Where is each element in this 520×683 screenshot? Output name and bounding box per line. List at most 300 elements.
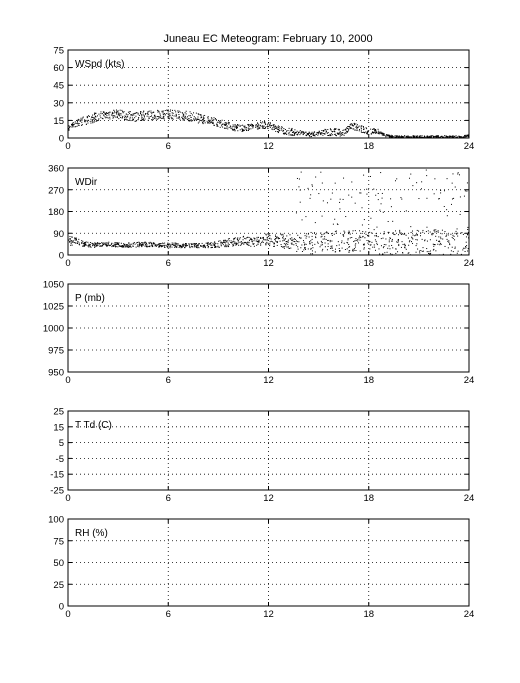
data-point	[392, 136, 393, 137]
data-point	[248, 128, 249, 129]
data-point	[378, 131, 379, 132]
data-point	[380, 131, 381, 132]
data-point	[179, 116, 180, 117]
data-point	[455, 255, 456, 256]
data-point	[121, 110, 122, 111]
data-point	[183, 116, 184, 117]
data-point	[108, 242, 109, 243]
data-point	[244, 242, 245, 243]
data-point	[229, 127, 230, 128]
data-point	[202, 122, 203, 123]
chart-title: Juneau EC Meteogram: February 10, 2000	[163, 33, 373, 45]
data-point	[448, 137, 449, 138]
data-point	[431, 234, 432, 235]
data-point	[287, 244, 288, 245]
data-point	[174, 115, 175, 116]
data-point	[239, 242, 240, 243]
data-point	[335, 251, 336, 252]
data-point	[257, 241, 258, 242]
data-point	[340, 131, 341, 132]
data-point	[137, 244, 138, 245]
data-point	[390, 135, 391, 136]
data-point	[240, 237, 241, 238]
data-point	[155, 116, 156, 117]
data-point	[149, 246, 150, 247]
data-point	[102, 113, 103, 114]
data-point	[104, 116, 105, 117]
data-point	[119, 114, 120, 115]
data-point	[78, 239, 79, 240]
data-point	[139, 246, 140, 247]
data-point	[255, 127, 256, 128]
data-point	[159, 112, 160, 113]
x-tick-label: 24	[463, 258, 475, 269]
data-point	[270, 122, 271, 123]
data-point	[415, 239, 416, 240]
data-point	[452, 183, 453, 184]
data-point	[249, 124, 250, 125]
data-point	[146, 246, 147, 247]
data-point	[106, 246, 107, 247]
data-point	[467, 182, 468, 183]
data-point	[297, 246, 298, 247]
data-point	[453, 137, 454, 138]
data-point	[363, 129, 364, 130]
data-point	[289, 128, 290, 129]
data-point	[301, 172, 302, 173]
data-point	[440, 192, 441, 193]
data-point	[256, 124, 257, 125]
data-point	[94, 113, 95, 114]
data-point	[90, 119, 91, 120]
data-point	[426, 255, 427, 256]
data-point	[127, 246, 128, 247]
data-point	[319, 132, 320, 133]
data-point	[169, 113, 170, 114]
data-point	[130, 117, 131, 118]
data-point	[305, 249, 306, 250]
data-point	[321, 241, 322, 242]
data-point	[230, 125, 231, 126]
data-point	[449, 244, 450, 245]
data-point	[392, 221, 393, 222]
data-point	[139, 245, 140, 246]
data-point	[346, 131, 347, 132]
data-point	[111, 243, 112, 244]
x-tick-label: 0	[65, 609, 71, 620]
data-point	[116, 111, 117, 112]
data-point	[174, 247, 175, 248]
data-point	[460, 196, 461, 197]
data-point	[199, 114, 200, 115]
data-point	[218, 122, 219, 123]
data-point	[351, 123, 352, 124]
data-point	[163, 245, 164, 246]
data-point	[98, 114, 99, 115]
data-point	[283, 128, 284, 129]
data-point	[280, 241, 281, 242]
data-point	[126, 114, 127, 115]
data-point	[203, 121, 204, 122]
data-point	[344, 243, 345, 244]
data-point	[116, 243, 117, 244]
data-point	[379, 133, 380, 134]
data-point	[214, 244, 215, 245]
data-point	[196, 247, 197, 248]
x-tick-label: 12	[263, 258, 274, 269]
data-point	[140, 245, 141, 246]
data-point	[433, 137, 434, 138]
data-point	[173, 244, 174, 245]
data-point	[288, 248, 289, 249]
data-point	[339, 208, 340, 209]
x-tick-label: 12	[263, 141, 274, 152]
panel-label-relative-humidity: RH (%)	[75, 528, 108, 539]
data-point	[132, 119, 133, 120]
data-point	[208, 244, 209, 245]
data-point	[103, 244, 104, 245]
data-point	[458, 172, 459, 173]
data-point	[265, 244, 266, 245]
data-point	[178, 243, 179, 244]
data-point	[124, 244, 125, 245]
x-tick-label: 12	[263, 609, 274, 620]
data-point	[174, 243, 175, 244]
data-point	[221, 245, 222, 246]
data-point	[274, 246, 275, 247]
y-tick-label: -25	[50, 485, 64, 497]
data-point	[143, 115, 144, 116]
data-point	[77, 243, 78, 244]
data-point	[371, 232, 372, 233]
data-point	[226, 242, 227, 243]
data-point	[292, 240, 293, 241]
data-point	[154, 118, 155, 119]
data-point	[354, 250, 355, 251]
data-point	[84, 242, 85, 243]
data-point	[81, 118, 82, 119]
data-point	[290, 248, 291, 249]
data-point	[354, 248, 355, 249]
data-point	[438, 230, 439, 231]
data-point	[127, 244, 128, 245]
data-point	[375, 133, 376, 134]
data-point	[376, 241, 377, 242]
data-point	[162, 245, 163, 246]
data-point	[434, 193, 435, 194]
data-point	[254, 238, 255, 239]
data-point	[191, 119, 192, 120]
data-point	[229, 240, 230, 241]
data-point	[188, 118, 189, 119]
data-point	[417, 137, 418, 138]
data-point	[151, 245, 152, 246]
panel-label-temperature-dewpoint: T Td (C)	[75, 420, 112, 431]
data-point	[151, 112, 152, 113]
data-point	[131, 244, 132, 245]
data-point	[463, 234, 464, 235]
data-point	[331, 241, 332, 242]
data-point	[391, 136, 392, 137]
data-point	[375, 129, 376, 130]
data-point	[339, 202, 340, 203]
x-tick-label: 6	[165, 258, 171, 269]
data-point	[372, 247, 373, 248]
data-point	[277, 242, 278, 243]
data-point	[127, 119, 128, 120]
data-point	[363, 244, 364, 245]
data-point	[355, 238, 356, 239]
data-point	[332, 250, 333, 251]
data-point	[391, 206, 392, 207]
data-point	[188, 115, 189, 116]
data-point	[448, 240, 449, 241]
data-point	[198, 122, 199, 123]
data-point	[412, 237, 413, 238]
data-point	[426, 248, 427, 249]
data-point	[457, 136, 458, 137]
data-point	[226, 246, 227, 247]
data-point	[451, 250, 452, 251]
data-point	[72, 237, 73, 238]
data-point	[158, 111, 159, 112]
data-point	[363, 132, 364, 133]
data-point	[399, 230, 400, 231]
data-point	[362, 231, 363, 232]
data-point	[321, 236, 322, 237]
data-point	[312, 239, 313, 240]
data-point	[371, 242, 372, 243]
data-point	[100, 111, 101, 112]
data-point	[264, 121, 265, 122]
data-point	[336, 231, 337, 232]
data-point	[400, 197, 401, 198]
data-point	[182, 112, 183, 113]
data-point	[151, 244, 152, 245]
data-point	[257, 126, 258, 127]
data-point	[237, 237, 238, 238]
data-point	[322, 135, 323, 136]
data-point	[187, 119, 188, 120]
data-point	[269, 235, 270, 236]
data-point	[147, 246, 148, 247]
data-point	[229, 238, 230, 239]
data-point	[244, 127, 245, 128]
data-point	[360, 237, 361, 238]
data-point	[127, 116, 128, 117]
data-point	[182, 113, 183, 114]
data-point	[164, 243, 165, 244]
data-point	[215, 243, 216, 244]
y-tick-label: 50	[53, 558, 64, 569]
data-point	[109, 117, 110, 118]
data-point	[118, 113, 119, 114]
data-point	[370, 176, 371, 177]
data-point	[159, 244, 160, 245]
data-point	[150, 242, 151, 243]
data-point	[344, 232, 345, 233]
data-point	[191, 121, 192, 122]
data-point	[380, 172, 381, 173]
y-tick-label: 15	[53, 422, 64, 434]
data-point	[358, 238, 359, 239]
data-point	[104, 112, 105, 113]
data-point	[156, 118, 157, 119]
data-point	[152, 117, 153, 118]
data-point	[263, 238, 264, 239]
data-point	[416, 243, 417, 244]
data-point	[402, 241, 403, 242]
data-point	[371, 134, 372, 135]
data-point	[90, 121, 91, 122]
data-point	[172, 110, 173, 111]
data-point	[148, 120, 149, 121]
data-point	[95, 246, 96, 247]
data-point	[382, 133, 383, 134]
data-point	[401, 234, 402, 235]
data-point	[364, 247, 365, 248]
data-point	[278, 127, 279, 128]
data-point	[384, 252, 385, 253]
data-point	[235, 243, 236, 244]
data-point	[255, 125, 256, 126]
data-point	[287, 241, 288, 242]
data-point	[295, 243, 296, 244]
data-point	[269, 125, 270, 126]
data-point	[286, 134, 287, 135]
data-point	[74, 124, 75, 125]
data-point	[382, 193, 383, 194]
data-point	[348, 232, 349, 233]
data-point	[221, 244, 222, 245]
data-point	[350, 124, 351, 125]
data-point	[292, 244, 293, 245]
data-point	[157, 110, 158, 111]
data-point	[258, 244, 259, 245]
data-point	[249, 245, 250, 246]
data-point	[464, 135, 465, 136]
data-point	[121, 243, 122, 244]
y-tick-label: 75	[53, 536, 64, 548]
data-point	[176, 118, 177, 119]
data-point	[360, 251, 361, 252]
data-point	[185, 246, 186, 247]
data-point	[210, 243, 211, 244]
data-point	[452, 173, 453, 174]
data-point	[398, 240, 399, 241]
data-point	[435, 236, 436, 237]
data-point	[263, 239, 264, 240]
data-point	[293, 132, 294, 133]
data-point	[351, 237, 352, 238]
data-point	[374, 235, 375, 236]
data-point	[208, 122, 209, 123]
data-point	[424, 137, 425, 138]
data-point	[281, 126, 282, 127]
data-point	[162, 111, 163, 112]
data-point	[348, 233, 349, 234]
data-point	[134, 117, 135, 118]
data-point	[234, 129, 235, 130]
x-tick-label: 24	[463, 493, 475, 504]
data-point	[350, 128, 351, 129]
data-point	[312, 250, 313, 251]
data-point	[166, 113, 167, 114]
data-point	[309, 241, 310, 242]
data-point	[434, 137, 435, 138]
data-point	[111, 115, 112, 116]
data-point	[314, 135, 315, 136]
data-point	[164, 114, 165, 115]
data-point	[445, 135, 446, 136]
data-point	[294, 129, 295, 130]
data-point	[219, 247, 220, 248]
data-point	[347, 132, 348, 133]
data-point	[355, 230, 356, 231]
data-point	[294, 133, 295, 134]
data-point	[302, 219, 303, 220]
data-point	[194, 243, 195, 244]
data-point	[161, 246, 162, 247]
data-point	[452, 135, 453, 136]
data-point	[238, 242, 239, 243]
data-point	[323, 130, 324, 131]
data-point	[247, 242, 248, 243]
data-point	[368, 241, 369, 242]
data-point	[322, 249, 323, 250]
y-tick-label: 60	[53, 63, 64, 75]
data-point	[236, 244, 237, 245]
data-point	[245, 126, 246, 127]
data-point	[91, 243, 92, 244]
data-point	[332, 131, 333, 132]
data-point	[323, 239, 324, 240]
data-point	[406, 249, 407, 250]
data-point	[69, 127, 70, 128]
data-point	[183, 115, 184, 116]
data-point	[105, 117, 106, 118]
y-tick-label: 25	[53, 406, 64, 418]
data-point	[233, 129, 234, 130]
data-point	[397, 242, 398, 243]
data-point	[349, 252, 350, 253]
data-point	[195, 117, 196, 118]
data-point	[465, 251, 466, 252]
data-point	[299, 179, 300, 180]
data-point	[208, 120, 209, 121]
data-point	[312, 242, 313, 243]
data-point	[137, 119, 138, 120]
data-point	[230, 127, 231, 128]
data-point	[452, 136, 453, 137]
data-point	[131, 247, 132, 248]
data-point	[226, 122, 227, 123]
data-point	[426, 198, 427, 199]
data-point	[435, 229, 436, 230]
y-tick-label: 90	[53, 228, 64, 240]
data-point	[77, 241, 78, 242]
data-point	[218, 120, 219, 121]
data-point	[123, 112, 124, 113]
data-point	[452, 247, 453, 248]
data-point	[456, 137, 457, 138]
data-point	[334, 131, 335, 132]
data-point	[362, 207, 363, 208]
data-point	[166, 245, 167, 246]
data-point	[355, 130, 356, 131]
data-point	[232, 246, 233, 247]
data-point	[145, 246, 146, 247]
